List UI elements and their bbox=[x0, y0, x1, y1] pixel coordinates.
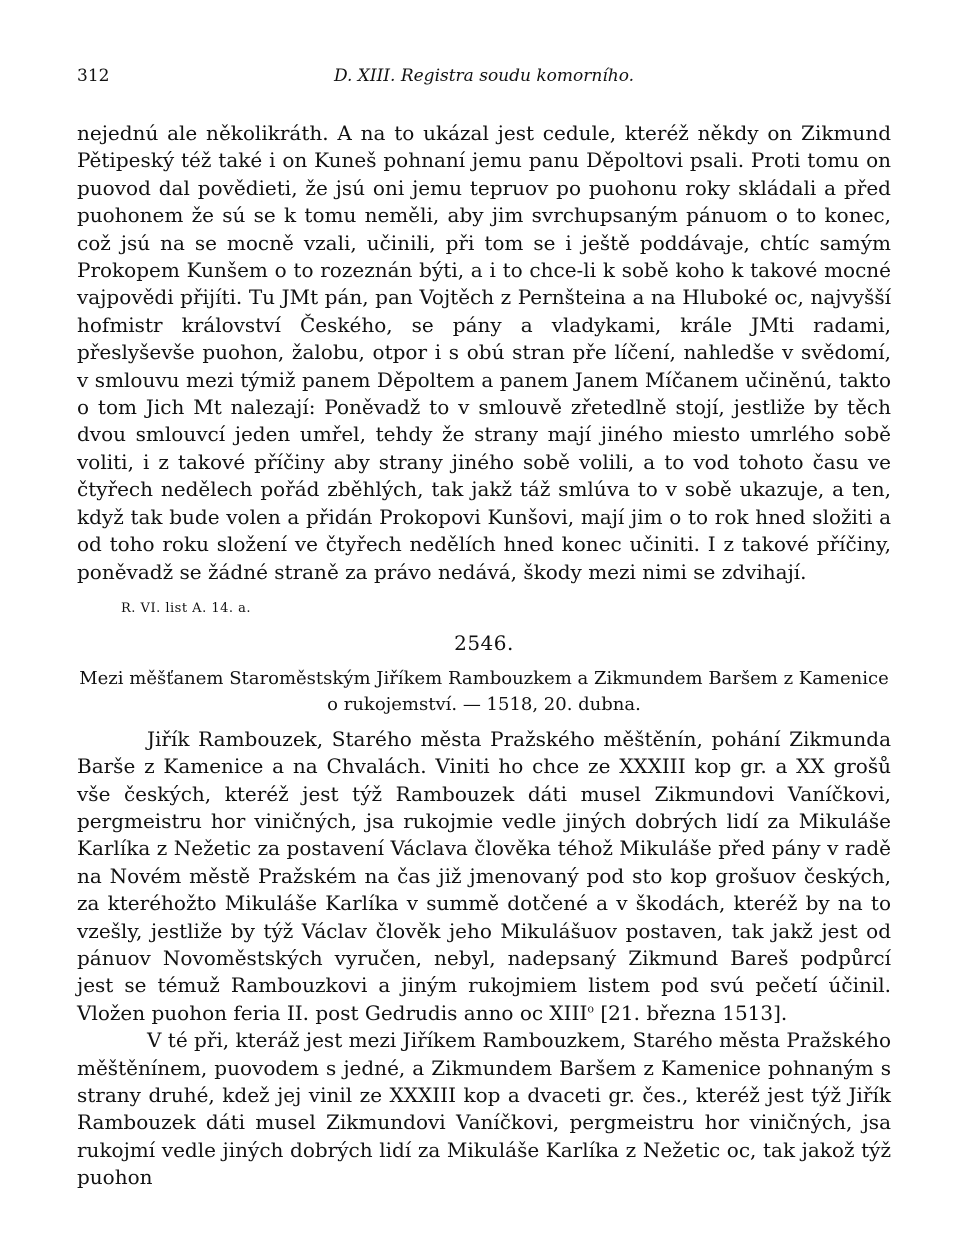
summons-text: Jiřík Rambouzek, Starého města Pražského měštěnín, pohání Zikmunda Barše z Kamenice a na Chvalách. Viniti ho chce ze XXXIII kop gr. a XX grošů vše českých, kteréž jest týž Rambouzek dáti musel Zikmundovi Vaníčkovi, pergmeistru hor viničných, jsa rukojmie vedle jiných dobrých lidí za Mikuláše Karlíka z Nežetic za postavení Václava člověka téhož Mikuláše před pány v radě na Novém městě Pražském na čas již jmenovaný pod sto kop grošuov českých, za kteréhožto Mikuláše Karlíka v summě dotčené a v škodách, kteréž by na to vzešly, jestliže by týž Václav člověk jeho Mikulášuov postaven, tak jakž jest od pánuov Novoměstských vyručen, nebyl, nadepsaný Zikmund Bareš podpůrcí jest se témuž Rambouzkovi a jiným rukojmiem listem pod svú pečetí účinil. Vložen puohon feria II. post Gedrudis anno oc XIII bbox=[77, 726, 891, 1025]
superscript-o: o bbox=[587, 1002, 594, 1016]
entry-number: 2546. bbox=[454, 631, 514, 656]
entry-heading-line-2: o rukojemství. — 1518, 20. dubna. bbox=[327, 693, 641, 715]
page-number: 312 bbox=[77, 66, 110, 86]
summons-date: [21. března 1513]. bbox=[594, 1000, 788, 1025]
entry-heading bbox=[77, 666, 891, 718]
paragraph-judgment: V té při, kteráž jest mezi Jiříkem Rambouzkem, Starého města Pražského měštěnínem, puovodem s jedné, a Zikmundem Baršem z Kamenice pohnaným s strany druhé, kdež jej vinil ze XXXIII kop a dvaceti gr. čes., kteréž jest týž Jiřík Rambouzek dáti musel Zikmundovi Vaníčkovi, pergmeistru hor viničných, jsa rukojmí vedle jiných dobrých lidí za Mikuláše Karlíka z Nežetic oc, tak jakož týž puohon bbox=[77, 1028, 891, 1190]
body-text bbox=[77, 120, 891, 1192]
running-head-title: D. XIII. Registra soudu komorního. bbox=[333, 66, 635, 86]
paragraph-continuation: nejednú ale několikráth. A na to ukázal jest cedule, kteréž někdy on Zikmund Pětipeský též také i on Kuneš pohnaní jemu panu Děpoltovi psali. Proti tomu on puovod dal povědieti, že jsú oni jemu tepruov po puohonu roky skládali a před puohonem že sú se k tomu neměli, aby jim svrchupsaným pánuom o to konec, což jsú na se mocně vzali, učinili, při tom se i ještě poddávaje, chtíc samým Prokopem Kunšem o to rozeznán býti, a i to chce-li k sobě koho k takové mocné vajpovědi přijíti. Tu JMt pán, pan Vojtěch z Pernšteina a na Hluboké oc, najvyšší hofmistr království Českého, se pány a vladykami, krále JMti radami, přeslyševše puohon, žalobu, otpor i s obú stran pře líčení, nahledše v svědomí, v smlouvu mezi týmiž panem Děpoltem a panem Janem Míčanem učiněnú, takto o tom Jich Mt nalezají: Poněvadž to v smlouvě zřetedlně stojí, jestliže by těch dvou smlouvcí jeden umřel, tehdy že strany mají jiného miesto umrlého sobě voliti, i z takové příčiny aby strany jiného sobě volili, a to vod tohoto času ve čtyřech nedělech pořád zběhlých, tak jakž táž smlúva to v sobě ukazuje, a ten, když tak bude volen a přidán Prokopovi Kunšovi, mají jim o to rok hned složiti a od toho roku složení ve čtyřech nedělích hned konec učiniti. I z takové příčiny, poněvadž se žádné straně za právo nedává, škody mezi nimi se zdvihají. bbox=[77, 121, 891, 584]
paragraph-summons bbox=[77, 726, 891, 1027]
archival-reference: R. VI. list A. 14. a. bbox=[121, 600, 252, 616]
entry-heading-line-1: Mezi měšťanem Staroměstským Jiříkem Rambouzkem a Zikmundem Baršem z Kamenice bbox=[79, 667, 889, 689]
running-head bbox=[77, 66, 891, 96]
page bbox=[77, 66, 891, 1192]
